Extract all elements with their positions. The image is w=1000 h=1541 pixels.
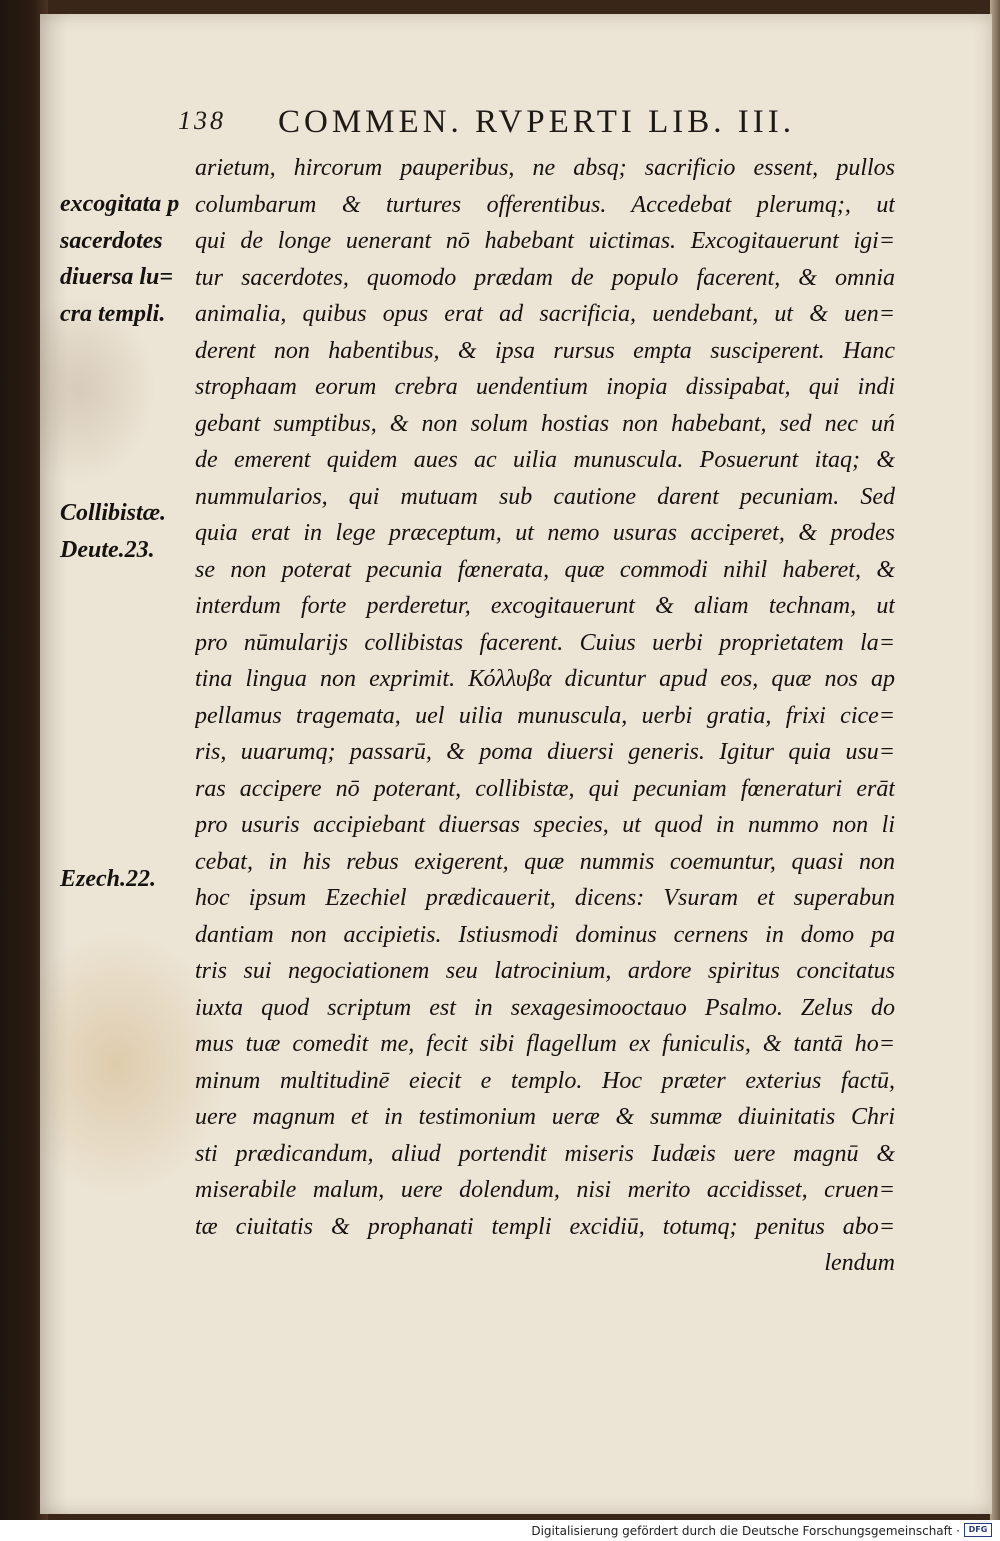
text-line: hoc ipsum Ezechiel prædicauerit, dicens: Vsuram et superabun bbox=[195, 885, 895, 911]
text-line: mus tuæ comedit me, fecit sibi flagellum ex funiculis, & tantā ho= bbox=[195, 1031, 895, 1057]
text-line: tæ ciuitatis & prophanati templi excidiū, totumq; penitus abo= bbox=[195, 1213, 895, 1240]
text-line: qui de longe uenerant nō habebant uictimas. Excogitauerunt igi= bbox=[195, 228, 895, 254]
text-line: minum multitudinē eiecit e templo. Hoc præter exterius factū, bbox=[195, 1067, 895, 1094]
margin-line: cra templi. bbox=[60, 300, 166, 327]
text-line: animalia, quibus opus erat ad sacrificia, uendebant, ut & uen= bbox=[195, 301, 895, 327]
margin-line: Ezech.22. bbox=[60, 866, 156, 892]
text-line: strophaam eorum crebra uendentium inopia dissipabat, qui indi bbox=[195, 374, 895, 400]
margin-line: sacerdotes bbox=[60, 227, 163, 254]
text-line: columbarum & turtures offerentibus. Accedebat plerumq;, ut bbox=[195, 191, 895, 218]
margin-line: Deute.23. bbox=[60, 536, 155, 563]
text-line: se non poterat pecunia fœnerata, quæ commodi nihil haberet, & bbox=[195, 556, 895, 583]
text-line: uere magnum et in testimonium ueræ & summæ diuinitatis Chri bbox=[195, 1104, 895, 1130]
margin-line: Collibistæ. bbox=[60, 500, 167, 526]
running-title: COMMEN. RVPERTI LIB. III. bbox=[278, 104, 796, 140]
text-line: sti prædicandum, aliud portendit miseris Iudæis uere magnū & bbox=[195, 1140, 895, 1167]
text-line: iuxta quod scriptum est in sexagesimooctauo Psalmo. Zelus do bbox=[195, 994, 895, 1021]
page-number: 138 bbox=[178, 106, 226, 135]
funding-credit: Digitalisierung gefördert durch die Deutsche Forschungsgemeinschaft · bbox=[531, 1524, 960, 1538]
text-line: cebat, in his rebus exigerent, quæ nummis coemuntur, quasi non bbox=[195, 848, 895, 875]
text-line: lendum bbox=[824, 1250, 895, 1276]
text-line: ris, uuarumq; passarū, & poma diuersi generis. Igitur quia usu= bbox=[195, 739, 895, 765]
text-line: interdum forte perderetur, excogitauerunt & aliam technam, ut bbox=[195, 593, 895, 619]
text-line: tris sui negociationem seu latrocinium, ardore spiritus concitatus bbox=[195, 958, 895, 984]
text-line: pro nūmularijs collibistas facerent. Cuius uerbi proprietatem la= bbox=[195, 629, 895, 656]
text-line: de emerent quidem aues ac uilia munuscula. Posuerunt itaq; & bbox=[195, 447, 895, 473]
text-line: nummularios, qui mutuam sub cautione darent pecuniam. Sed bbox=[195, 483, 895, 510]
running-head bbox=[178, 104, 898, 144]
text-line: gebant sumptibus, & non solum hostias non habebant, sed nec uń bbox=[195, 410, 895, 437]
text-line: tina lingua non exprimit. Κόλλυβα dicuntur apud eos, quæ nos ap bbox=[195, 666, 895, 692]
text-line: tur sacerdotes, quomodo prædam de populo facerent, & omnia bbox=[195, 264, 895, 291]
text-line: dantiam non accipietis. Istiusmodi dominus cernens in domo pa bbox=[195, 921, 895, 948]
dfg-logo: DFG bbox=[964, 1523, 992, 1537]
footer-bar bbox=[0, 1520, 1000, 1541]
body-text bbox=[195, 150, 895, 1282]
text-line: pellamus tragemata, uel uilia munuscula, uerbi gratia, frixi cice= bbox=[195, 702, 895, 729]
text-line: ras accipere nō poterant, collibistæ, qui pecuniam fœneraturi erāt bbox=[195, 775, 895, 802]
text-line: pro usuris accipiebant diuersas species, ut quod in nummo non li bbox=[195, 812, 895, 838]
text-line: miserabile malum, uere dolendum, nisi merito accidisset, cruen= bbox=[195, 1177, 895, 1203]
text-line: derent non habentibus, & ipsa rursus empta susciperent. Hanc bbox=[195, 337, 895, 364]
margin-line: excogitata p bbox=[60, 191, 180, 217]
margin-line: diuersa lu= bbox=[60, 264, 174, 290]
text-line: arietum, hircorum pauperibus, ne absq; sacrificio essent, pullos bbox=[195, 155, 895, 181]
text-line: quia erat in lege præceptum, ut nemo usuras acciperet, & prodes bbox=[195, 520, 895, 546]
